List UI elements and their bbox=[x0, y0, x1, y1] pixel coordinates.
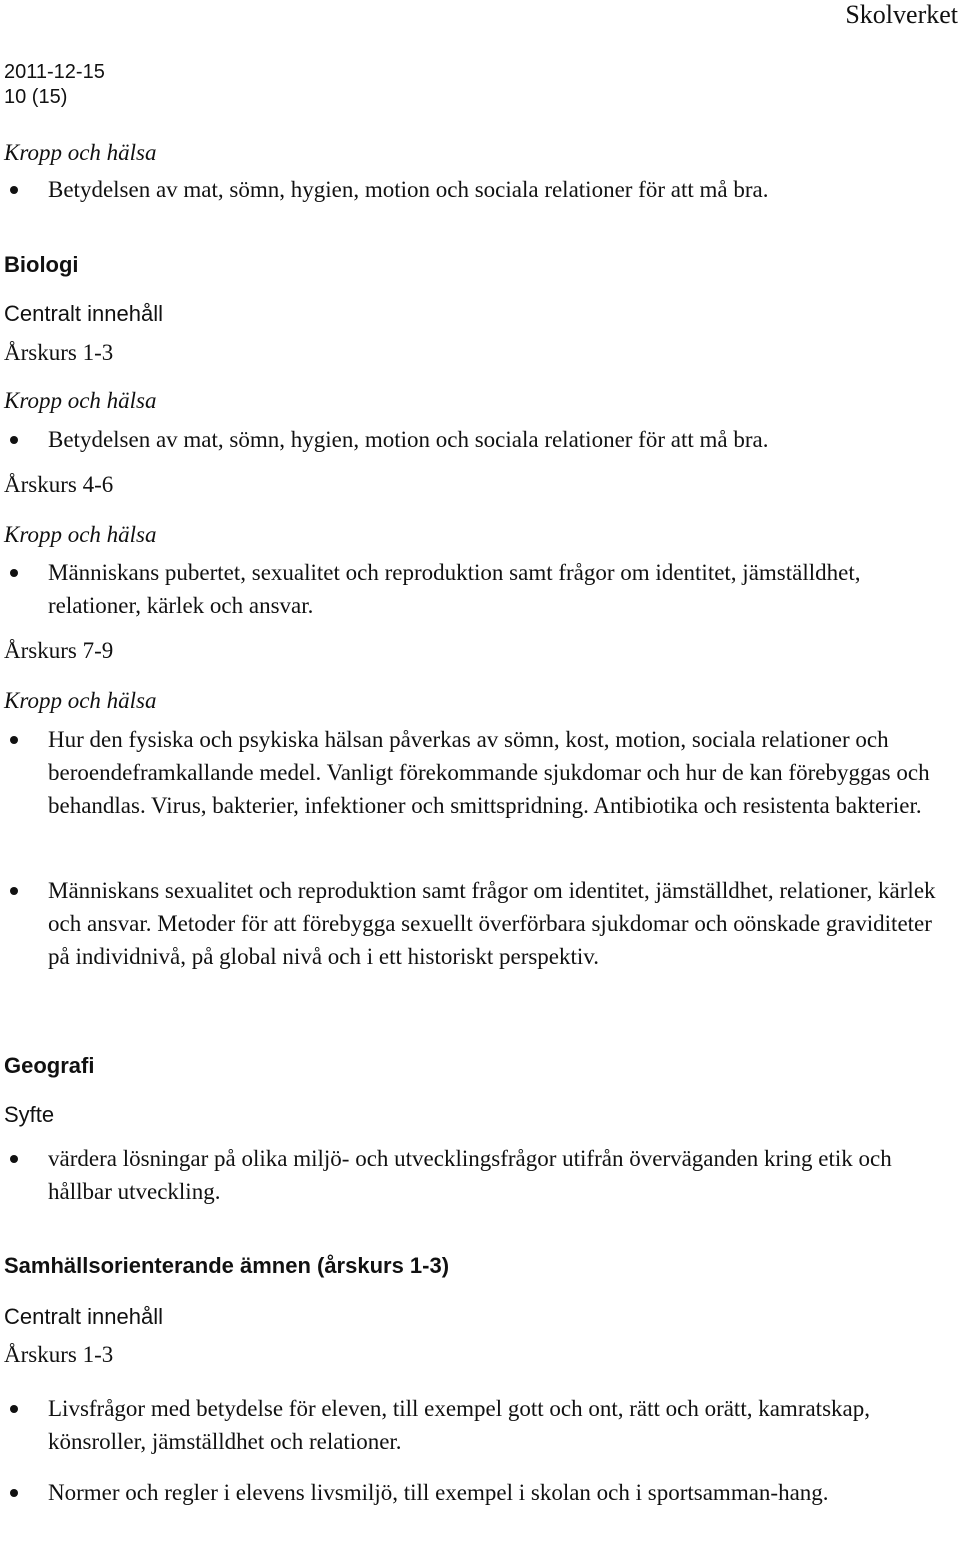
bullet-icon bbox=[10, 887, 18, 895]
list-item-text: Människans pubertet, sexualitet och reproduktion samt frågor om identitet, jämställdhet, relationer, kärlek och ansvar. bbox=[48, 560, 861, 618]
document-date: 2011-12-15 bbox=[4, 61, 105, 83]
page-number: 10 (15) bbox=[4, 86, 68, 108]
section-subtitle: Centralt innehåll bbox=[4, 1304, 163, 1329]
list-item-text: Normer och regler i elevens livsmiljö, till exempel i skolan och i sportsamman-hang. bbox=[48, 1480, 829, 1505]
grade-heading: Årskurs 7-9 bbox=[4, 638, 114, 663]
topic-heading: Kropp och hälsa bbox=[4, 688, 157, 713]
bullet-icon bbox=[10, 1489, 18, 1497]
bullet-icon bbox=[10, 736, 18, 744]
list-item-text: Hur den fysiska och psykiska hälsan påverkas av sömn, kost, motion, sociala relationer och beroendeframkallande medel. Vanligt förekommande sjukdomar och hur de kan förebyggas och behandlas. Virus, bakterier, infektioner och smittspridning. Antibiotika och resistenta bakterier. bbox=[48, 727, 930, 818]
list-item-text: Människans sexualitet och reproduktion samt frågor om identitet, jämställdhet, relationer, kärlek och ansvar. Metoder för att förebygga sexuellt överförbara sjukdomar och oönskade graviditeter på individnivå, på global nivå och i ett historiskt perspektiv. bbox=[48, 878, 936, 969]
bullet-icon bbox=[10, 1405, 18, 1413]
grade-heading: Årskurs 1-3 bbox=[4, 340, 114, 365]
section-title-samhall: Samhällsorienterande ämnen (årskurs 1-3) bbox=[4, 1253, 450, 1278]
topic-heading: Kropp och hälsa bbox=[4, 522, 157, 547]
brand-name: Skolverket bbox=[845, 0, 958, 29]
bullet-icon bbox=[10, 569, 18, 577]
list-item-text: värdera lösningar på olika miljö- och utvecklingsfrågor utifrån överväganden kring etik och hållbar utveckling. bbox=[48, 1146, 892, 1204]
bullet-icon bbox=[10, 436, 18, 444]
grade-heading: Årskurs 1-3 bbox=[4, 1342, 114, 1367]
topic-heading: Kropp och hälsa bbox=[4, 140, 157, 165]
topic-heading: Kropp och hälsa bbox=[4, 388, 157, 413]
list-item-text: Livsfrågor med betydelse för eleven, till exempel gott och ont, rätt och orätt, kamratskap, könsroller, jämställdhet och relationer. bbox=[48, 1396, 870, 1454]
section-title-biologi: Biologi bbox=[4, 252, 79, 277]
list-item-text: Betydelsen av mat, sömn, hygien, motion och sociala relationer för att må bra. bbox=[48, 177, 769, 202]
bullet-icon bbox=[10, 1155, 18, 1163]
section-subtitle: Syfte bbox=[4, 1102, 55, 1127]
grade-heading: Årskurs 4-6 bbox=[4, 472, 114, 497]
section-title-geografi: Geografi bbox=[4, 1053, 95, 1078]
list-item-text: Betydelsen av mat, sömn, hygien, motion och sociala relationer för att må bra. bbox=[48, 427, 769, 452]
bullet-icon bbox=[10, 186, 18, 194]
section-subtitle: Centralt innehåll bbox=[4, 301, 163, 326]
